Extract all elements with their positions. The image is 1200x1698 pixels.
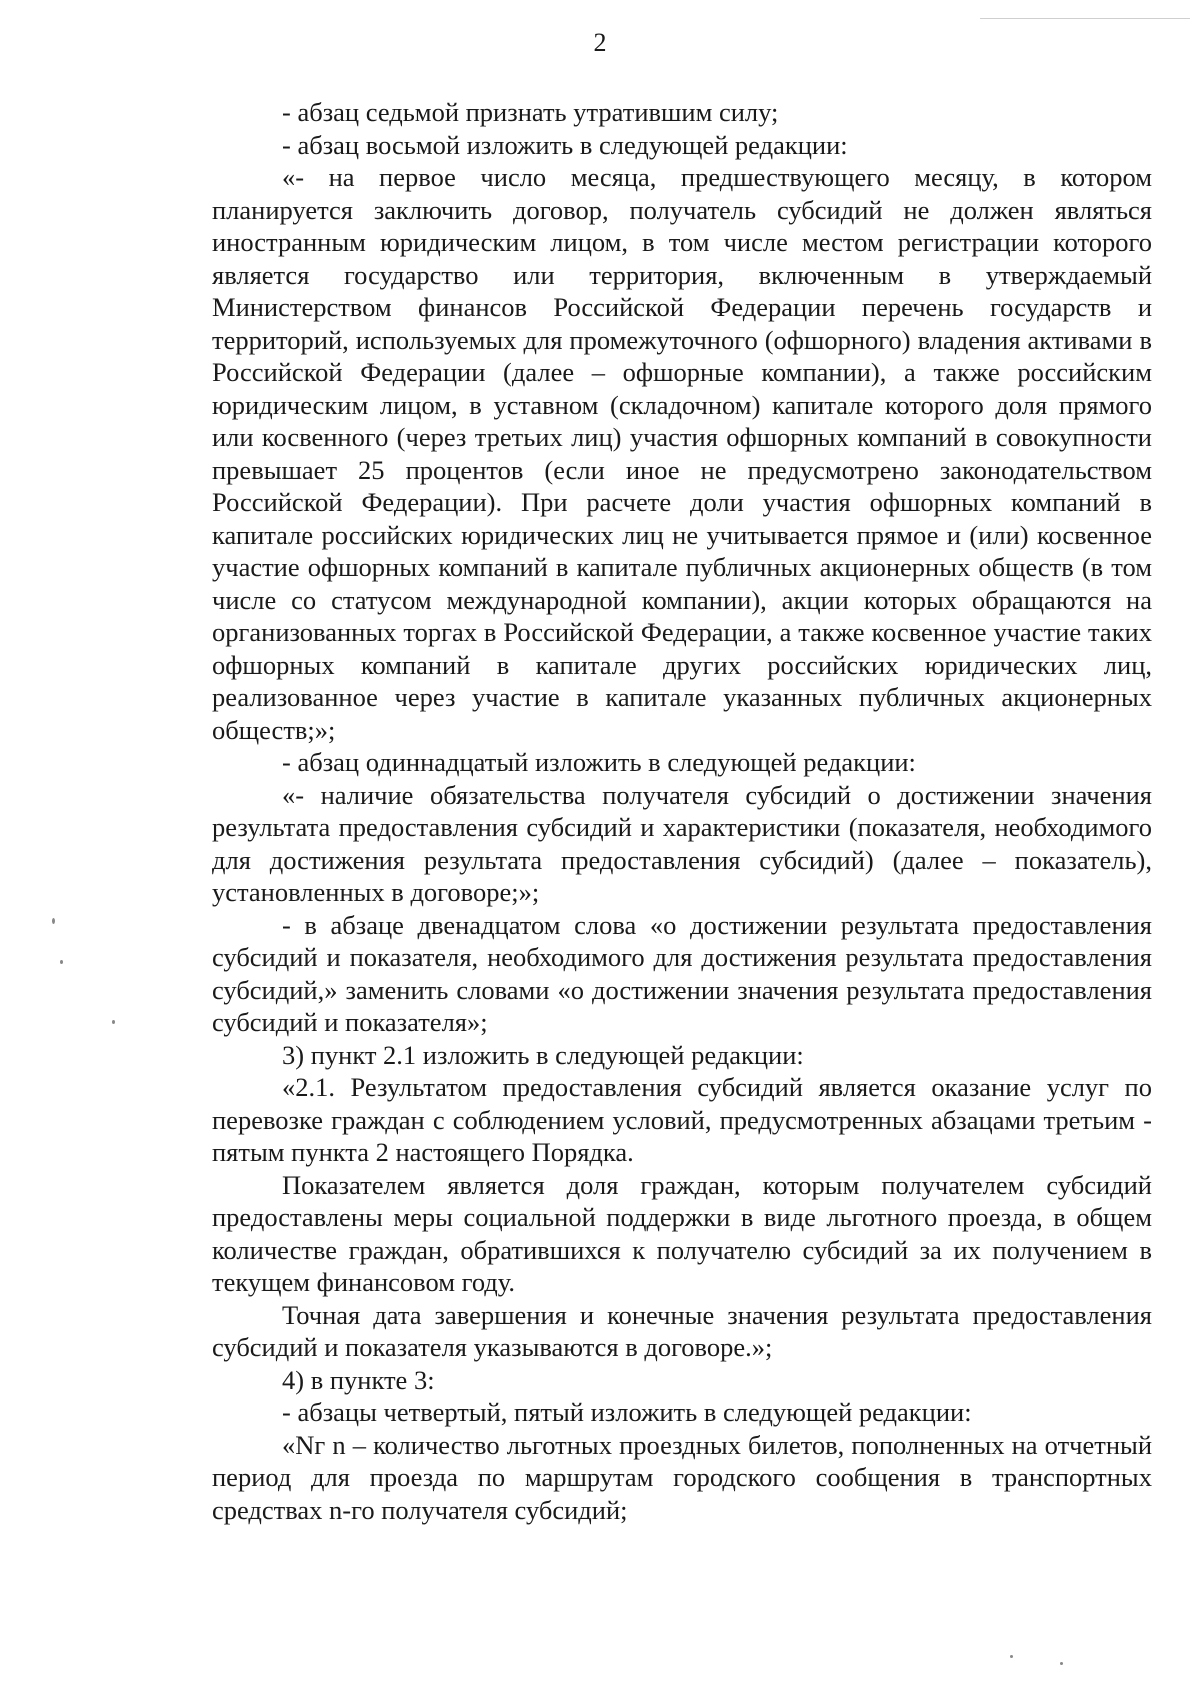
paragraph-13: «Nг n – количество льготных проездных билетов, пополненных на отчетный период для проезда по маршрутам городского сообщения в транспортных средствах n-го получателя субсидий; [212,1429,1152,1525]
paragraph-2: - абзац восьмой изложить в следующей редакции: [282,129,848,160]
paragraph-3: «- на первое число месяца, предшествующего месяцу, в котором планируется заключить договор, получатель субсидий не должен являться иностранным юридическим лицом, в том числе местом регистрации которого является государство или территория, включенным в утверждаемый Министерством финансов Российской Федерации перечень государств и территорий, используемых для промежуточного (офшорного) владения активами в Российской Федерации (далее – офшорные компании), а также российским юридическим лицом, в уставном (складочном) капитале которого доля прямого или косвенного (через третьих лиц) участия офшорных компаний в совокупности превышает 25 процентов (если иное не предусмотрено законодательством Российской Федерации). При расчете доли участия офшорных компаний в капитале российских юридических лиц не учитывается прямое и (или) косвенное участие офшорных компаний в капитале публичных акционерных обществ (в том числе со статусом международной компании), акции которых обращаются на организованных торгах в Российской Федерации, а также косвенное участие таких офшорных компаний в капитале других российских юридических лиц, реализованное через участие в капитале указанных публичных акционерных обществ;»; [212,162,1152,745]
paragraph-9: Показателем является доля граждан, которым получателем субсидий предоставлены меры социальной поддержки в виде льготного проезда, в общем количестве граждан, обратившихся к получателю субсидий за их получением в текущем финансовом году. [212,1169,1152,1297]
paragraph-1: - абзац седьмой признать утратившим силу; [282,97,779,127]
paragraph-12: - абзацы четвертый, пятый изложить в следующей редакции: [282,1397,972,1427]
paragraph-8: «2.1. Результатом предоставления субсидий является оказание услуг по перевозке граждан с соблюдением условий, предусмотренных абзацами третьим - пятым пункта 2 настоящего Порядка. [212,1072,1152,1167]
document-body [212,96,1152,1526]
paragraph-11: 4) в пункте 3: [282,1364,435,1395]
scan-speck [1010,1655,1013,1658]
paragraph-6: - в абзаце двенадцатом слова «о достижении результата предоставления субсидий и показателя, необходимого для достижения результата предоставления субсидий,» заменить словами «о достижении значения результата предоставления субсидий и показателя»; [212,909,1152,1037]
scan-edge-line [980,18,1190,19]
scan-speck [60,960,63,964]
paragraph-5: «- наличие обязательства получателя субсидий о достижении значения результата предоставления субсидий и характеристики (показателя, необходимого для достижения результата предоставления субсидий) (далее – показатель), установленных в договоре;»; [212,779,1152,907]
paragraph-10: Точная дата завершения и конечные значения результата предоставления субсидий и показателя указываются в договоре.»; [212,1299,1152,1362]
scan-speck [1060,1662,1063,1665]
scan-speck [52,918,55,924]
scan-speck [112,1020,115,1024]
page-number: 2 [593,28,607,57]
paragraph-4: - абзац одиннадцатый изложить в следующей редакции: [282,747,916,777]
paragraph-7: 3) пункт 2.1 изложить в следующей редакции: [282,1039,804,1070]
